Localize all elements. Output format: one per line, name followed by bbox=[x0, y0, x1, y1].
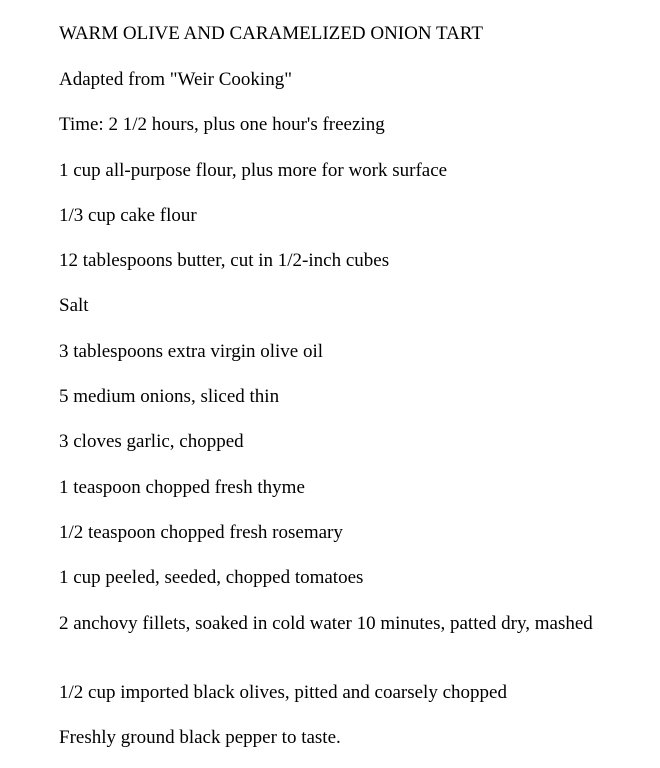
ingredient-item: 3 cloves garlic, chopped bbox=[59, 431, 244, 452]
recipe-source: Adapted from "Weir Cooking" bbox=[59, 69, 292, 90]
ingredient-item: Salt bbox=[59, 295, 89, 316]
ingredient-item: 12 tablespoons butter, cut in 1/2-inch cubes bbox=[59, 250, 390, 271]
ingredient-item: 3 tablespoons extra virgin olive oil bbox=[59, 341, 324, 362]
recipe-time: Time: 2 1/2 hours, plus one hour's freezing bbox=[59, 114, 385, 135]
ingredient-item: 1 teaspoon chopped fresh thyme bbox=[59, 477, 305, 498]
ingredient-item: 2 anchovy fillets, soaked in cold water 10 minutes, patted dry, mashed bbox=[59, 613, 593, 634]
ingredient-item: Freshly ground black pepper to taste. bbox=[59, 727, 341, 748]
ingredient-item: 1/3 cup cake flour bbox=[59, 205, 197, 226]
ingredient-item: 1 cup all-purpose flour, plus more for work surface bbox=[59, 160, 448, 181]
ingredient-item: 1/2 cup imported black olives, pitted and coarsely chopped bbox=[59, 682, 507, 703]
ingredient-item: 5 medium onions, sliced thin bbox=[59, 386, 280, 407]
recipe-title: WARM OLIVE AND CARAMELIZED ONION TART bbox=[59, 23, 483, 44]
ingredient-item: 1 cup peeled, seeded, chopped tomatoes bbox=[59, 567, 364, 588]
ingredient-item: 1/2 teaspoon chopped fresh rosemary bbox=[59, 522, 343, 543]
